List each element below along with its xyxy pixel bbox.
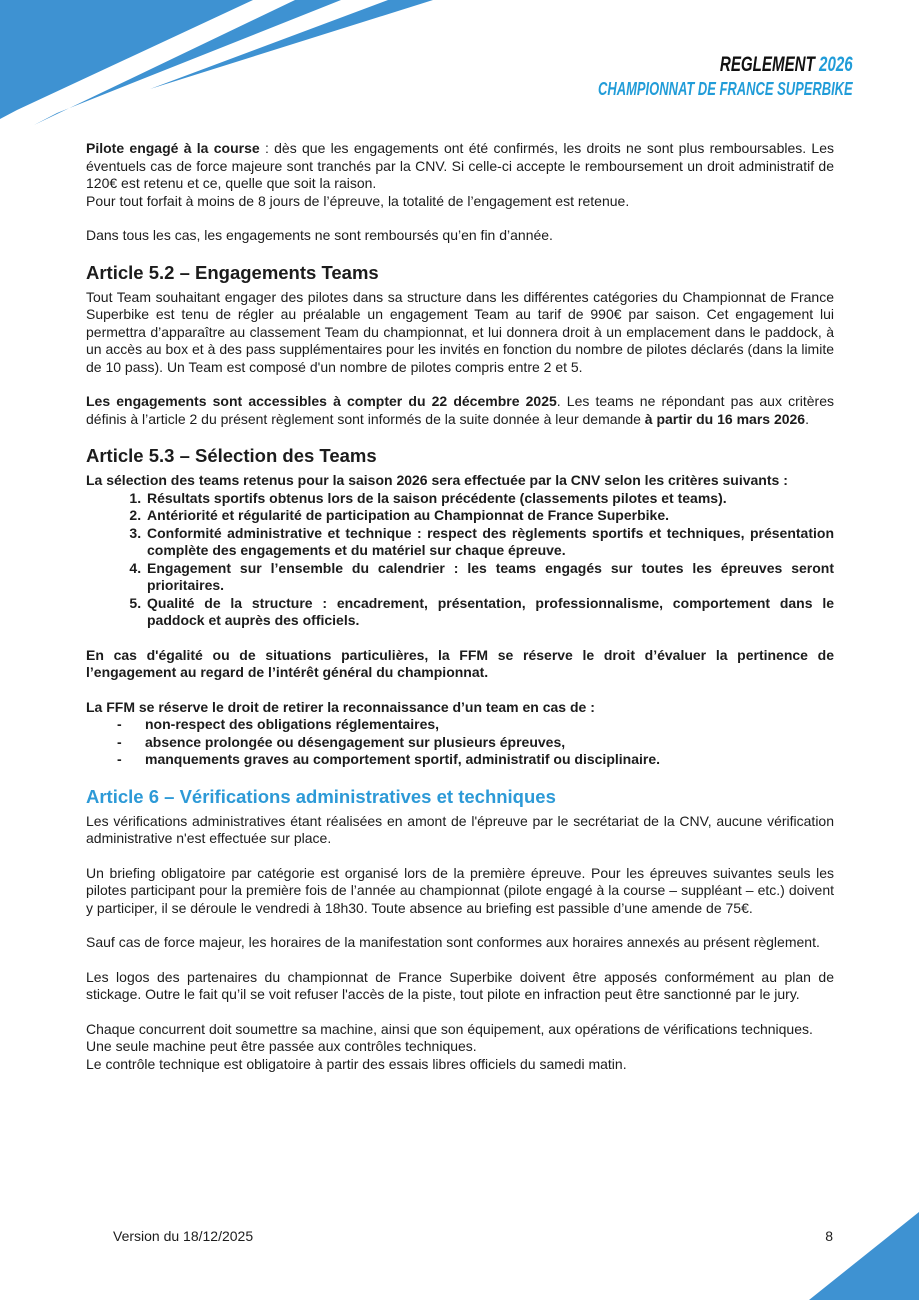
retrait-item: - manquements graves au comportement sportif, administratif ou disciplinaire. [145, 751, 834, 769]
document-body [86, 140, 834, 1073]
retrait-list [86, 716, 834, 769]
paragraph-selection-intro: La sélection des teams retenus pour la saison 2026 sera effectuée par la CNV selon les critères suivants : [86, 472, 788, 488]
paragraph-pilote-engage [86, 140, 834, 193]
header-swoosh-decoration [0, 0, 440, 150]
paragraph-briefing: Un briefing obligatoire par catégorie est organisé lors de la première épreuve. Pour les épreuves suivantes seuls les pilotes participant pour la première fois de l’année au championnat (pilote engagé à la course – suppléant – etc.) doivent y participer, il se déroule le vendredi à 18h30. Toute absence au briefing est passible d’une amende de 75€. [86, 864, 834, 916]
footer-page-number: 8 [825, 1228, 833, 1244]
footer-version: Version du 18/12/2025 [113, 1228, 254, 1244]
paragraph-horaires: Sauf cas de force majeur, les horaires de la manifestation sont conformes aux horaires annexés au présent règlement. [86, 934, 820, 950]
footer-corner-decoration [809, 1212, 919, 1300]
retrait-item: - non-respect des obligations réglementaires, [145, 716, 834, 734]
pilote-engage-rest: : dès que les engagements ont été confirmés, les droits ne sont plus remboursables. Les éventuels cas de force majeure sont tranchés par la CNV. Si celle-ci accepte le remboursement un droit administratif de 120€ est retenu et ce, quelle que soit la raison. [86, 140, 834, 191]
heading-article-5-3: Article 5.3 – Sélection des Teams [86, 445, 377, 466]
paragraph-logos: Les logos des partenaires du championnat de France Superbike doivent être apposés conformément au plan de stickage. Outre le fait qu’il se voit refuser l'accès de la piste, tout pilote en infraction peut être sanctionné par le jury. [86, 968, 834, 1002]
heading-article-5-2: Article 5.2 – Engagements Teams [86, 261, 379, 283]
paragraph-egalite: En cas d'égalité ou de situations particulières, la FFM se réserve le droit d’évaluer la pertinence de l’engagement au regard de l’intérêt général du championnat. [86, 646, 834, 680]
paragraph-retrait-intro: La FFM se réserve le droit de retirer la reconnaissance d’un team en cas de : [86, 698, 595, 715]
heading-article-6: Article 6 – Vérifications administratives et techniques [86, 785, 556, 807]
document-header [499, 54, 853, 98]
header-title-reglement: REGLEMENT [720, 53, 816, 76]
retrait-item: - absence prolongée ou désengagement sur plusieurs épreuves, [145, 734, 834, 752]
pilote-engage-lead: Pilote engagé à la course [86, 140, 260, 156]
engagements-accessibles-mid: . Les teams ne répondant pas aux critères définis à l’article 2 du présent règlement sont informés de la suite donnée à leur demande [86, 393, 834, 427]
paragraph-remboursement-annee: Dans tous les cas, les engagements ne sont remboursés qu’en fin d’année. [86, 227, 553, 243]
paragraph-machine: Une seule machine peut être passée aux contrôles techniques. [86, 1038, 477, 1054]
criteria-item: 3. Conformité administrative et technique : respect des règlements sportifs et techniques, présentation complète des engagements et du matériel sur chaque épreuve. [145, 525, 834, 560]
header-title-year: 2026 [819, 53, 853, 76]
paragraph-controle: Le contrôle technique est obligatoire à partir des essais libres officiels du samedi matin. [86, 1055, 627, 1072]
paragraph-engagements-accessibles [86, 393, 834, 428]
engagements-accessibles-bold: Les engagements sont accessibles à compter du 22 décembre 2025 [86, 393, 557, 409]
criteria-list [86, 490, 834, 630]
header-title-line1 [598, 54, 853, 75]
engagements-accessibles-date-bold: à partir du 16 mars 2026 [644, 410, 806, 427]
criteria-item: 5. Qualité de la structure : encadrement, présentation, professionnalisme, comportement dans le paddock et auprès des officiels. [145, 595, 834, 630]
paragraph-concurrent: Chaque concurrent doit soumettre sa machine, ainsi que son équipement, aux opérations de vérifications techniques. [86, 1020, 813, 1037]
paragraph-forfait: Pour tout forfait à moins de 8 jours de l’épreuve, la totalité de l’engagement est retenue. [86, 192, 630, 209]
criteria-item: 1. Résultats sportifs obtenus lors de la saison précédente (classements pilotes et teams). [145, 490, 834, 508]
engagements-accessibles-end: . [805, 410, 809, 427]
criteria-item: 2. Antériorité et régularité de participation au Championnat de France Superbike. [145, 507, 834, 525]
paragraph-article-5-2-body: Tout Team souhaitant engager des pilotes dans sa structure dans les différentes catégories du Championnat de France Superbike est tenu de régler au préalable un engagement Team au tarif de 990€ par saison. Cet engagement lui permettra d’apparaître au classement Team du championnat, et lui donnera droit à un emplacement dans le paddock, à un accès au box et à des pass supplémentaires pour les invités en fonction du nombre de pilotes déclarés (dans la limite de 10 pass). Un Team est composé d'un nombre de pilotes compris entre 2 et 5. [86, 288, 834, 375]
criteria-item: 4. Engagement sur l’ensemble du calendrier : les teams engagés sur toutes les épreuves seront prioritaires. [145, 560, 834, 595]
header-subtitle: CHAMPIONNAT DE FRANCE SUPERBIKE [598, 79, 853, 99]
paragraph-verifications: Les vérifications administratives étant réalisées en amont de l'épreuve par le secrétariat de la CNV, aucune vérification administrative n'est effectuée sur place. [86, 812, 834, 846]
